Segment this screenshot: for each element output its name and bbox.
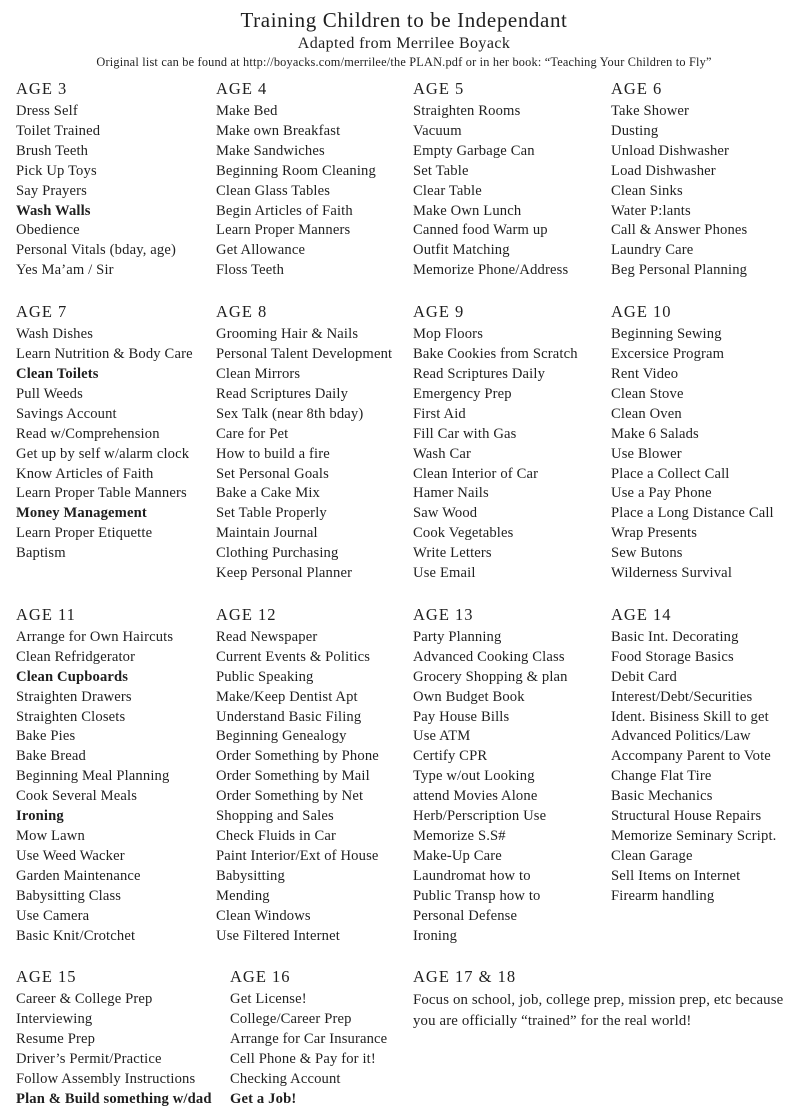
list-item: Yes Ma’am / Sir xyxy=(16,262,114,279)
list-item: Public Speaking xyxy=(216,668,314,685)
list-item: Grooming Hair & Nails xyxy=(216,326,359,343)
list-item: Set Table xyxy=(413,162,469,179)
list-item: Own Budget Book xyxy=(413,688,525,705)
list-item: Learn Proper Etiquette xyxy=(16,525,153,542)
list-item: Beginning Room Cleaning xyxy=(216,162,376,179)
list-item: Write Letters xyxy=(413,545,492,562)
list-item: Clean Refridgerator xyxy=(16,648,136,665)
list-item: Beginning Genealogy xyxy=(216,728,347,745)
list-item: Beginning Meal Planning xyxy=(16,768,170,785)
list-item: First Aid xyxy=(413,405,466,422)
task-list xyxy=(16,325,216,564)
list-item: Laundry Care xyxy=(611,242,694,259)
list-item: Bake Cookies from Scratch xyxy=(413,346,578,363)
list-item: Place a Long Distance Call xyxy=(611,505,774,522)
list-item: Use ATM xyxy=(413,728,471,745)
task-list xyxy=(413,325,611,584)
list-item: Learn Nutrition & Body Care xyxy=(16,346,193,363)
list-item: Wash Car xyxy=(413,445,471,462)
list-item: Paint Interior/Ext of House xyxy=(216,847,379,864)
list-item: Maintain Journal xyxy=(216,525,318,542)
list-item: Sex Talk (near 8th bday) xyxy=(216,405,364,422)
section-note: Focus on school, job, college prep, mission prep, etc because you are officially “trained” for the real world! xyxy=(413,992,784,1030)
list-item: Plan & Build something w/dad xyxy=(16,1090,212,1107)
section-age-7 xyxy=(16,302,216,584)
list-item: Read w/Comprehension xyxy=(16,425,160,442)
list-item: Vacuum xyxy=(413,122,462,139)
list-item: Read Newspaper xyxy=(216,628,318,645)
list-item: Dress Self xyxy=(16,103,78,119)
list-item: Clear Table xyxy=(413,182,482,199)
section-heading: AGE 4 xyxy=(216,79,268,98)
list-item: Ironing xyxy=(413,927,458,944)
list-item: Make own Breakfast xyxy=(216,122,341,139)
list-item: Saw Wood xyxy=(413,505,478,522)
list-item: Use Weed Wacker xyxy=(16,847,125,864)
list-item: Career & College Prep xyxy=(16,991,153,1008)
list-item: Savings Account xyxy=(16,405,117,422)
section-age-5 xyxy=(413,79,611,281)
list-item: Care for Pet xyxy=(216,425,289,442)
list-item: Check Fluids in Car xyxy=(216,828,336,844)
section-age-14 xyxy=(611,605,800,947)
list-item: Keep Personal Planner xyxy=(216,565,353,582)
list-item: Clean Cupboards xyxy=(16,668,129,685)
list-item: Clean Mirrors xyxy=(216,365,301,382)
list-item: Dusting xyxy=(611,122,659,139)
list-item: Clean Oven xyxy=(611,405,682,422)
section-heading: AGE 5 xyxy=(413,79,465,98)
list-item: Follow Assembly Instructions xyxy=(16,1071,196,1088)
list-item: Mending xyxy=(216,887,270,904)
list-item: Cook Several Meals xyxy=(16,788,138,805)
source-note: Original list can be found at http://boyacks.com/merrilee/the PLAN.pdf or in her book: “Teaching Your Children to Fly” xyxy=(96,55,712,69)
list-item: Food Storage Basics xyxy=(611,648,734,665)
list-item: Canned food Warm up xyxy=(413,222,548,239)
list-item: Bake Pies xyxy=(16,728,76,745)
list-item: Public Transp how to xyxy=(413,887,541,904)
section-heading: AGE 3 xyxy=(16,79,68,98)
list-item: Read Scriptures Daily xyxy=(413,365,546,382)
list-item: Say Prayers xyxy=(16,182,87,199)
list-item: Certify CPR xyxy=(413,748,488,765)
list-item: Mop Floors xyxy=(413,326,484,343)
list-item: Fill Car with Gas xyxy=(413,425,517,442)
section-age-11 xyxy=(16,605,216,947)
list-item: Make/Keep Dentist Apt xyxy=(216,688,358,705)
section-heading: AGE 14 xyxy=(611,604,672,624)
list-item: Memorize S.S# xyxy=(413,828,506,844)
list-item: Toilet Trained xyxy=(16,122,101,139)
list-item: Brush Teeth xyxy=(16,142,89,159)
list-item: Laundromat how to xyxy=(413,867,531,884)
list-item: Arrange for Car Insurance xyxy=(230,1031,388,1048)
list-item: Order Something by Mail xyxy=(216,768,370,785)
list-item: Advanced Cooking Class xyxy=(413,648,565,665)
task-list xyxy=(216,325,413,584)
list-item: Set Table Properly xyxy=(216,505,327,522)
task-list xyxy=(611,102,800,281)
list-item: Obedience xyxy=(16,222,80,239)
section-heading: AGE 15 xyxy=(16,967,77,987)
list-item: Herb/Perscription Use xyxy=(413,808,547,825)
list-item: Resume Prep xyxy=(16,1031,96,1048)
task-list xyxy=(16,990,216,1109)
list-item: Wilderness Survival xyxy=(611,565,733,582)
list-item: Pick Up Toys xyxy=(16,162,97,179)
list-item: attend Movies Alone xyxy=(413,788,538,805)
list-item: Structural House Repairs xyxy=(611,808,762,825)
list-item: Straighten Rooms xyxy=(413,103,521,119)
list-item: Arrange for Own Haircuts xyxy=(16,628,174,645)
list-item: Load Dishwasher xyxy=(611,162,716,179)
list-item: Memorize Seminary Script. xyxy=(611,828,777,844)
list-item: Type w/out Looking xyxy=(413,768,535,785)
task-list xyxy=(413,102,611,281)
list-item: Use Camera xyxy=(16,907,90,924)
section-age-12 xyxy=(216,605,413,947)
list-item: Make-Up Care xyxy=(413,847,502,864)
age-sections-grid xyxy=(16,79,792,1110)
list-item: Wash Walls xyxy=(16,202,91,219)
task-list xyxy=(216,628,413,947)
list-item: Basic Int. Decorating xyxy=(611,628,739,645)
list-item: How to build a fire xyxy=(216,445,330,462)
section-age-6 xyxy=(611,79,800,281)
list-item: Personal Defense xyxy=(413,907,518,924)
list-item: Shopping and Sales xyxy=(216,808,334,825)
list-item: Pay House Bills xyxy=(413,708,510,725)
list-item: Take Shower xyxy=(611,103,690,119)
list-item: Order Something by Phone xyxy=(216,748,379,765)
list-item: Clothing Purchasing xyxy=(216,545,339,562)
list-item: Babysitting xyxy=(216,867,285,884)
list-item: Excersice Program xyxy=(611,346,725,363)
list-item: Empty Garbage Can xyxy=(413,142,535,159)
list-item: Know Articles of Faith xyxy=(16,465,154,482)
list-item: Cook Vegetables xyxy=(413,525,514,542)
list-item: Personal Vitals (bday, age) xyxy=(16,242,177,259)
list-item: Beginning Sewing xyxy=(611,326,722,343)
list-item: Straighten Drawers xyxy=(16,688,132,705)
list-item: Bake a Cake Mix xyxy=(216,485,320,502)
list-item: Clean Interior of Car xyxy=(413,465,539,482)
list-item: Basic Knit/Crotchet xyxy=(16,927,136,944)
list-item: Hamer Nails xyxy=(413,485,489,502)
section-heading: AGE 9 xyxy=(413,302,465,322)
list-item: Beg Personal Planning xyxy=(611,262,748,279)
list-item: Driver’s Permit/Practice xyxy=(16,1051,162,1068)
list-item: Emergency Prep xyxy=(413,385,512,402)
list-item: Sew Butons xyxy=(611,545,683,562)
list-item: Wash Dishes xyxy=(16,326,94,343)
list-item: Water P:lants xyxy=(611,202,691,219)
task-list xyxy=(216,102,413,281)
task-list xyxy=(611,325,800,584)
list-item: Ironing xyxy=(16,808,64,825)
section-age-9 xyxy=(413,302,611,584)
list-item: Advanced Politics/Law xyxy=(611,728,751,745)
list-item: Get up by self w/alarm clock xyxy=(16,445,190,462)
list-item: Clean Sinks xyxy=(611,182,683,199)
list-item: Rent Video xyxy=(611,365,679,382)
list-item: Straighten Closets xyxy=(16,708,126,725)
list-item: Make Own Lunch xyxy=(413,202,522,219)
list-item: Use Email xyxy=(413,565,476,582)
section-age-15 xyxy=(16,967,216,1109)
list-item: Make Bed xyxy=(216,103,278,119)
section-age-13 xyxy=(413,605,611,947)
section-heading: AGE 13 xyxy=(413,604,474,624)
list-item: College/Career Prep xyxy=(230,1011,352,1028)
section-age-3 xyxy=(16,79,216,281)
list-item: Garden Maintenance xyxy=(16,867,141,884)
list-item: Firearm handling xyxy=(611,887,715,904)
section-age-4 xyxy=(216,79,413,281)
list-item: Memorize Phone/Address xyxy=(413,262,569,279)
list-item: Learn Proper Table Manners xyxy=(16,485,187,502)
list-item: Cell Phone & Pay for it! xyxy=(230,1051,376,1068)
task-list xyxy=(16,102,216,281)
list-item: Place a Collect Call xyxy=(611,465,730,482)
task-list xyxy=(413,628,611,947)
list-item: Wrap Presents xyxy=(611,525,698,542)
list-item: Use a Pay Phone xyxy=(611,485,712,502)
list-item: Use Blower xyxy=(611,445,682,462)
task-list xyxy=(611,628,800,907)
section-heading: AGE 16 xyxy=(230,967,291,987)
section-heading: AGE 8 xyxy=(216,302,268,322)
list-item: Debit Card xyxy=(611,668,677,685)
list-item: Money Management xyxy=(16,505,147,522)
list-item: Understand Basic Filing xyxy=(216,708,362,725)
list-item: Accompany Parent to Vote xyxy=(611,748,771,765)
list-item: Get a Job! xyxy=(230,1090,297,1107)
list-item: Bake Bread xyxy=(16,748,86,765)
list-item: Interviewing xyxy=(16,1011,93,1028)
list-item: Clean Stove xyxy=(611,385,684,402)
list-item: Basic Mechanics xyxy=(611,788,713,805)
list-item: Order Something by Net xyxy=(216,788,364,805)
section-heading: AGE 12 xyxy=(216,604,277,624)
page-subtitle: Adapted from Merrilee Boyack xyxy=(297,35,511,52)
section-heading: AGE 10 xyxy=(611,302,672,322)
list-item: Pull Weeds xyxy=(16,385,83,402)
list-item: Personal Talent Development xyxy=(216,346,393,363)
section-age-8 xyxy=(216,302,413,584)
section-heading: AGE 17 & 18 xyxy=(413,967,517,987)
list-item: Use Filtered Internet xyxy=(216,927,340,944)
list-item: Call & Answer Phones xyxy=(611,222,748,239)
list-item: Read Scriptures Daily xyxy=(216,385,349,402)
list-item: Clean Glass Tables xyxy=(216,182,331,199)
list-item: Current Events & Politics xyxy=(216,648,371,665)
section-age-16 xyxy=(216,967,413,1109)
list-item: Mow Lawn xyxy=(16,828,85,844)
list-item: Floss Teeth xyxy=(216,262,285,279)
document-header xyxy=(16,8,792,70)
section-heading: AGE 7 xyxy=(16,302,68,322)
task-list xyxy=(16,628,216,947)
list-item: Make 6 Salads xyxy=(611,425,699,442)
list-item: Get Allowance xyxy=(216,242,306,259)
list-item: Unload Dishwasher xyxy=(611,142,730,159)
section-heading: AGE 6 xyxy=(611,79,663,98)
list-item: Interest/Debt/Securities xyxy=(611,688,753,705)
list-item: Party Planning xyxy=(413,628,502,645)
list-item: Change Flat Tire xyxy=(611,768,712,785)
list-item: Clean Garage xyxy=(611,847,693,864)
list-item: Baptism xyxy=(16,545,66,562)
section-age-17-18 xyxy=(413,967,800,1109)
list-item: Get License! xyxy=(230,991,307,1008)
section-heading: AGE 11 xyxy=(16,604,76,624)
list-item: Sell Items on Internet xyxy=(611,867,741,884)
page-title: Training Children to be Independant xyxy=(240,8,568,32)
list-item: Grocery Shopping & plan xyxy=(413,668,568,685)
list-item: Babysitting Class xyxy=(16,887,122,904)
list-item: Make Sandwiches xyxy=(216,142,325,159)
list-item: Begin Articles of Faith xyxy=(216,202,353,219)
list-item: Clean Windows xyxy=(216,907,311,924)
task-list xyxy=(230,990,413,1109)
section-age-10 xyxy=(611,302,800,584)
list-item: Checking Account xyxy=(230,1071,341,1088)
list-item: Ident. Bisiness Skill to get xyxy=(611,708,769,725)
list-item: Set Personal Goals xyxy=(216,465,329,482)
list-item: Learn Proper Manners xyxy=(216,222,351,239)
list-item: Outfit Matching xyxy=(413,242,510,259)
list-item: Clean Toilets xyxy=(16,365,99,382)
